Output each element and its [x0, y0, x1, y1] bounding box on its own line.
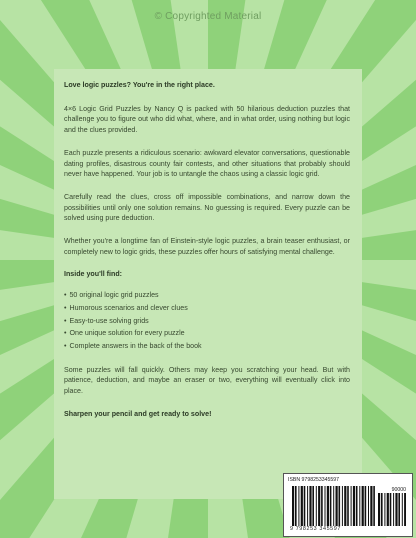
barcode-bar	[298, 486, 299, 526]
paragraph-scenarios: Each puzzle presents a ridiculous scenario: awkward elevator conversations, questionable dating profiles, disastrous county fair contests, and other situations that probably should never have happened. Your job is to untangle the chaos using a classic logic grid.	[64, 148, 350, 179]
barcode-bar	[390, 493, 392, 526]
barcode-addon-bars	[378, 493, 406, 526]
barcode-bar	[387, 493, 389, 526]
barcode-bar	[370, 486, 372, 526]
barcode-bar	[347, 486, 349, 526]
barcode-bar	[356, 486, 358, 526]
closing-line: Sharpen your pencil and get ready to solve!	[64, 409, 212, 418]
barcode-bar	[309, 486, 311, 526]
barcode-bar	[378, 493, 380, 526]
list-item: • Complete answers in the back of the book	[64, 341, 350, 352]
intro-heading: Love logic puzzles? You're in the right place.	[64, 81, 215, 89]
isbn-barcode	[283, 473, 413, 537]
barcode-bar	[344, 486, 346, 526]
barcode-bar	[368, 486, 369, 526]
barcode-bar	[353, 486, 355, 526]
barcode-bar	[318, 486, 320, 526]
features-heading: Inside you'll find:	[64, 270, 123, 279]
barcode-bar	[312, 486, 314, 526]
barcode-bar	[292, 486, 294, 526]
paragraph-method: Carefully read the clues, cross off impossible combinations, and narrow down the possibilities until only one solution remains. No guessing is required. Every puzzle can be solved using pure deduction.	[64, 192, 350, 223]
list-item: • One unique solution for every puzzle	[64, 328, 350, 339]
copyright-watermark: © Copyrighted Material	[154, 11, 262, 22]
barcode-bar	[342, 486, 343, 526]
barcode-bar	[402, 493, 403, 526]
list-item: • Easy-to-use solving grids	[64, 316, 350, 327]
barcode-bar	[307, 486, 308, 526]
paragraph-intro: 4×6 Logic Grid Puzzles by Nancy Q is packed with 50 hilarious deduction puzzles that challenge you to figure out who did what, where, and in what order, using nothing but logic and the clues provided.	[64, 104, 350, 135]
barcode-bar	[393, 493, 394, 526]
barcode-bar	[327, 486, 329, 526]
barcode-bar	[325, 486, 326, 526]
barcode-bar	[351, 486, 352, 526]
barcode-digits: 9 798253 345597	[290, 526, 341, 532]
barcode-bar	[301, 486, 303, 526]
barcode-bar	[365, 486, 367, 526]
barcode-bar	[321, 486, 323, 526]
list-item: • Humorous scenarios and clever clues	[64, 303, 350, 314]
paragraph-audience: Whether you're a longtime fan of Einstein-style logic puzzles, a brain teaser enthusiast, or completely new to logic grids, these puzzles offer hours of satisfying mental challenge.	[64, 237, 350, 256]
barcode-bar	[316, 486, 317, 526]
paragraph-closing: Some puzzles will fall quickly. Others may keep you scratching your head. But with patience, deduction, and maybe an eraser or two, everything will eventually click into place.	[64, 365, 350, 396]
barcode-bar	[359, 486, 360, 526]
barcode-bar	[381, 493, 383, 526]
barcode-bar	[295, 486, 297, 526]
list-item: • 50 original logic grid puzzles	[64, 290, 350, 301]
barcode-bar	[398, 493, 400, 526]
price-code: 90000	[391, 487, 406, 493]
barcode-bar	[384, 493, 385, 526]
barcode-bar	[304, 486, 306, 526]
barcode-bar	[330, 486, 332, 526]
barcode-bars	[292, 486, 376, 526]
barcode-bar	[339, 486, 341, 526]
barcode-bar	[373, 486, 375, 526]
features-list	[64, 290, 350, 352]
barcode-bar	[336, 486, 338, 526]
barcode-bar	[404, 493, 406, 526]
barcode-bar	[333, 486, 334, 526]
barcode-bar	[362, 486, 364, 526]
barcode-bar	[395, 493, 397, 526]
back-cover-text	[64, 80, 350, 431]
isbn-label: ISBN 9798253345597	[288, 477, 340, 483]
